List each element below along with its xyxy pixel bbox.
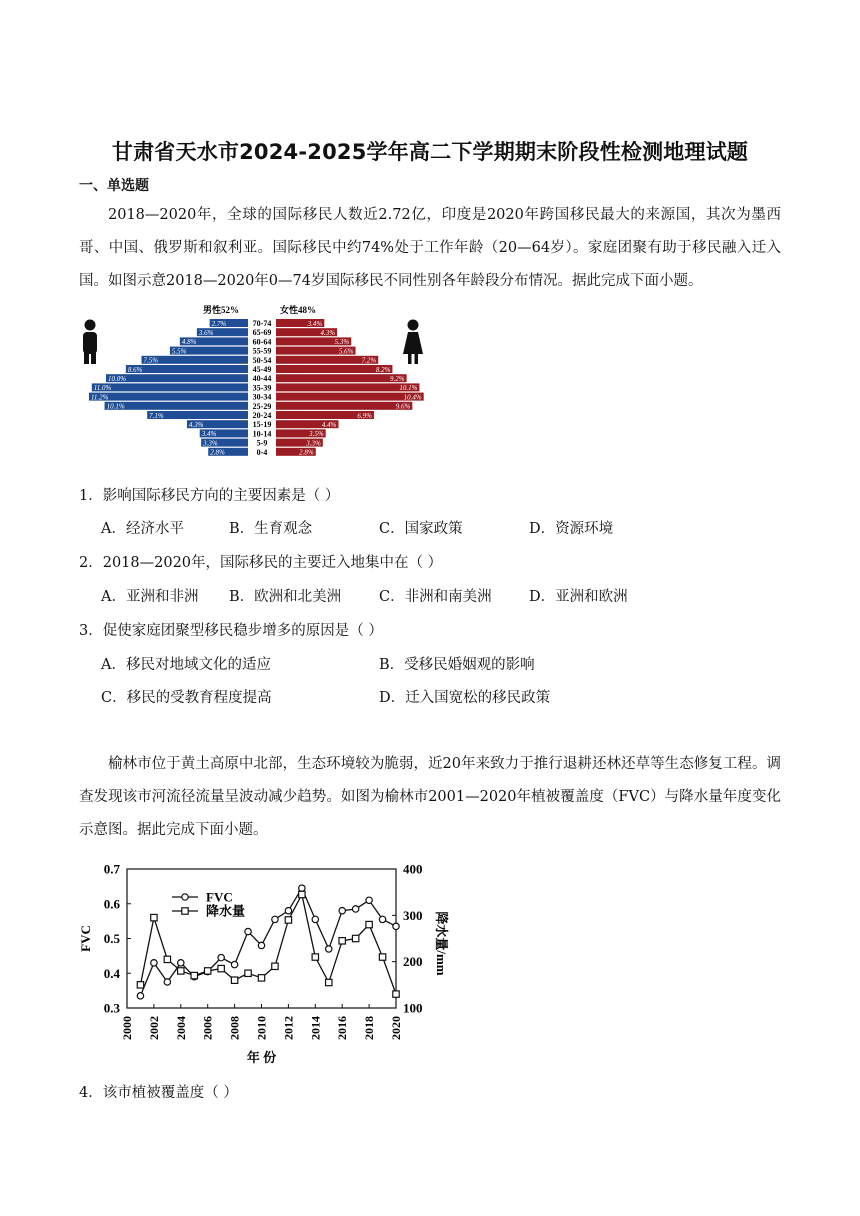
precipitation-point (178, 968, 184, 974)
age-group-label: 45-49 (252, 365, 272, 374)
question-3-option-a: A．移民对地域文化的适应 (101, 657, 271, 673)
fvc-point (218, 954, 224, 960)
precipitation-point (285, 917, 291, 923)
age-group-label: 30-34 (252, 392, 272, 402)
x-tick-label: 2000 (120, 1016, 134, 1040)
age-group-label: 70-74 (252, 319, 272, 328)
material-paragraph-1: 2018—2020年，全球的国际移民人数近2.72亿，印度是2020年跨国移民最大的来源国，其次为墨西哥、中国、俄罗斯和叙利亚。国际移民中约74%处于工作年龄（20—64岁）。家庭团聚有助于移民融入迁入国。如图示意2018—2020年0—74岁国际移民不同性别各年龄段分布情况。据此完成下面小题。 (79, 207, 781, 289)
male-value-label: 3.4% (201, 430, 217, 439)
female-bar (276, 393, 424, 401)
question-2-option-d: D．亚洲和欧洲 (529, 589, 628, 605)
left-tick-label: 0.6 (103, 896, 120, 912)
female-value-label: 5.3% (334, 338, 350, 347)
fvc-point (326, 946, 332, 952)
x-tick-label: 2014 (308, 1016, 323, 1040)
fvc-precipitation-chart (72, 855, 462, 1070)
left-tick-label: 0.4 (103, 965, 120, 981)
question-2-option-b: B．欧洲和北美洲 (229, 589, 342, 605)
precipitation-point (151, 914, 157, 920)
question-2-stem: 2．2018—2020年，国际移民的主要迁入地集中在（ ） (79, 555, 443, 571)
precipitation-point (245, 970, 251, 976)
precipitation-point (379, 954, 385, 960)
female-value-label: 9.2% (390, 375, 405, 383)
x-tick-label: 2006 (200, 1016, 215, 1040)
question-1-option-b: B．生育观念 (229, 521, 313, 537)
precipitation-point (258, 975, 264, 981)
question-3-option-b: B．受移民婚姻观的影响 (379, 657, 535, 673)
age-group-label: 10-14 (252, 429, 272, 439)
fvc-point (312, 916, 318, 922)
question-3-option-d: D．迁入国宽松的移民政策 (379, 690, 551, 706)
question-3-stem: 3．促使家庭团聚型移民稳步增多的原因是（ ） (79, 623, 383, 639)
right-tick-label: 400 (403, 861, 423, 877)
x-tick-label: 2004 (173, 1016, 188, 1040)
female-icon-leg (415, 353, 419, 364)
male-icon-leg (91, 350, 96, 364)
age-group-label: 55-59 (252, 346, 272, 356)
fvc-point (393, 923, 399, 929)
right-tick-label: 200 (403, 954, 423, 970)
precipitation-point (366, 921, 372, 927)
x-tick-label: 2018 (362, 1016, 377, 1040)
question-2-option-a: A．亚洲和非洲 (101, 589, 199, 605)
precipitation-point (137, 982, 143, 988)
female-value-label: 5.6% (338, 347, 354, 356)
precipitation-point (272, 963, 278, 969)
male-value-label: 3.6% (198, 329, 214, 337)
precipitation-point (205, 968, 211, 974)
female-bar (276, 383, 419, 391)
fvc-point (366, 897, 372, 903)
age-group-label: 15-19 (252, 420, 272, 430)
population-pyramid (74, 302, 434, 468)
age-group-label: 20-24 (252, 411, 272, 420)
precipitation-point (164, 956, 170, 962)
x-axis-title: 年 份 (246, 1050, 277, 1065)
precipitation-point (299, 891, 305, 897)
male-value-label: 10.0% (108, 375, 127, 383)
male-value-label: 2.7% (211, 319, 227, 328)
male-person-icon (83, 320, 97, 365)
x-tick-label: 2016 (335, 1016, 350, 1040)
female-value-label: 10.4% (403, 393, 422, 402)
male-value-label: 10.1% (106, 402, 125, 411)
right-tick-label: 300 (403, 907, 423, 923)
female-value-label: 8.2% (375, 365, 391, 374)
material-paragraph-2: 榆林市位于黄土高原中北部，生态环境较为脆弱，近20年来致力于推行退耕还林还草等生态修复工程。调查发现该市河流径流量呈波动减少趋势。如图为榆林市2001—2020年植被覆盖度（FVC）与降水量年度变化示意图。据此完成下面小题。 (79, 756, 781, 838)
question-1-option-c: C．国家政策 (379, 521, 463, 537)
left-axis-title: FVC (78, 925, 93, 952)
section-heading: 一、单选题 (79, 178, 149, 194)
female-bar (276, 374, 407, 382)
fvc-point (231, 961, 237, 967)
male-value-label: 4.8% (181, 338, 197, 347)
age-group-label: 35-39 (252, 383, 272, 393)
female-value-label: 6.9% (357, 411, 372, 420)
legend-precipitation-marker (182, 908, 188, 914)
right-axis-title: 降水量/mm (434, 911, 449, 976)
female-label: 女性48% (280, 305, 317, 315)
male-value-label: 5.5% (171, 347, 187, 356)
fvc-point (285, 908, 291, 914)
age-group-label: 5-9 (256, 438, 268, 448)
male-bar (105, 402, 248, 410)
legend-fvc-marker (182, 894, 188, 900)
male-bar (126, 365, 248, 373)
fvc-point (178, 960, 184, 966)
male-value-label: 8.6% (127, 365, 143, 374)
male-label: 男性52% (202, 305, 239, 315)
fvc-point (245, 928, 251, 934)
male-value-label: 3.3% (203, 439, 218, 448)
female-value-label: 7.2% (361, 356, 377, 365)
age-group-label: 50-54 (252, 355, 272, 365)
female-value-label: 9.6% (395, 402, 411, 411)
fvc-point (352, 906, 358, 912)
fvc-point (299, 885, 305, 891)
right-tick-label: 100 (403, 1000, 423, 1016)
female-value-label: 3.5% (309, 430, 324, 439)
female-value-label: 10.1% (399, 384, 418, 393)
question-3-option-c: C．移民的受教育程度提高 (101, 690, 272, 706)
x-tick-label: 2020 (389, 1016, 403, 1040)
female-value-label: 4.3% (320, 329, 336, 337)
female-value-label: 4.4% (321, 421, 337, 429)
fvc-point (339, 908, 345, 914)
female-bar (276, 402, 412, 410)
precipitation-point (312, 954, 318, 960)
female-value-label: 3.4% (307, 319, 323, 328)
x-tick-label: 2012 (281, 1016, 296, 1040)
female-person-icon (403, 320, 423, 365)
precipitation-point (218, 965, 224, 971)
precipitation-point (326, 979, 332, 985)
male-value-label: 11.2% (90, 393, 109, 402)
age-group-label: 65-69 (252, 328, 272, 338)
left-tick-label: 0.5 (103, 931, 120, 946)
fvc-point (258, 942, 264, 948)
precipitation-point (231, 977, 237, 983)
fvc-point (137, 993, 143, 999)
page-title: 甘肃省天水市2024-2025学年高二下学期期末阶段性检测地理试题 (111, 140, 749, 164)
precipitation-point (191, 972, 197, 978)
female-icon-head (408, 320, 419, 331)
male-value-label: 4.3% (188, 421, 204, 429)
fvc-point (164, 979, 170, 985)
question-1-option-d: D．资源环境 (529, 521, 614, 537)
fvc-point (379, 916, 385, 922)
male-icon-leg (84, 350, 89, 364)
age-group-label: 0-4 (256, 447, 268, 457)
question-1-stem: 1．影响国际移民方向的主要因素是（ ） (79, 488, 340, 504)
precipitation-point (339, 938, 345, 944)
male-bar (106, 374, 248, 382)
x-tick-label: 2010 (254, 1016, 269, 1040)
age-group-label: 60-64 (252, 337, 272, 347)
precipitation-point (352, 935, 358, 941)
age-group-label: 40-44 (252, 374, 272, 384)
fvc-point (151, 960, 157, 966)
x-tick-label: 2002 (146, 1016, 161, 1040)
female-value-label: 3.3% (306, 439, 321, 448)
x-tick-label: 2008 (227, 1016, 242, 1040)
legend-fvc-label: FVC (206, 889, 233, 905)
question-1-option-a: A．经济水平 (101, 521, 184, 537)
female-value-label: 2.8% (299, 448, 314, 457)
male-value-label: 2.8% (210, 448, 225, 457)
male-bar (92, 383, 248, 391)
age-group-label: 25-29 (252, 401, 272, 411)
precipitation-point (393, 991, 399, 997)
male-value-label: 7.1% (149, 411, 164, 420)
female-icon-leg (408, 353, 412, 364)
female-icon-dress (403, 332, 423, 354)
fvc-point (272, 916, 278, 922)
male-icon-head (85, 320, 96, 331)
left-tick-label: 0.7 (103, 861, 120, 877)
question-2-option-c: C．非洲和南美洲 (379, 589, 492, 605)
male-value-label: 7.5% (143, 356, 159, 365)
question-4-stem: 4．该市植被覆盖度（ ） (79, 1085, 238, 1101)
left-tick-label: 0.3 (103, 1000, 120, 1016)
male-value-label: 11.0% (93, 384, 112, 393)
legend-precipitation-label: 降水量 (206, 903, 246, 919)
male-bar (89, 393, 248, 401)
